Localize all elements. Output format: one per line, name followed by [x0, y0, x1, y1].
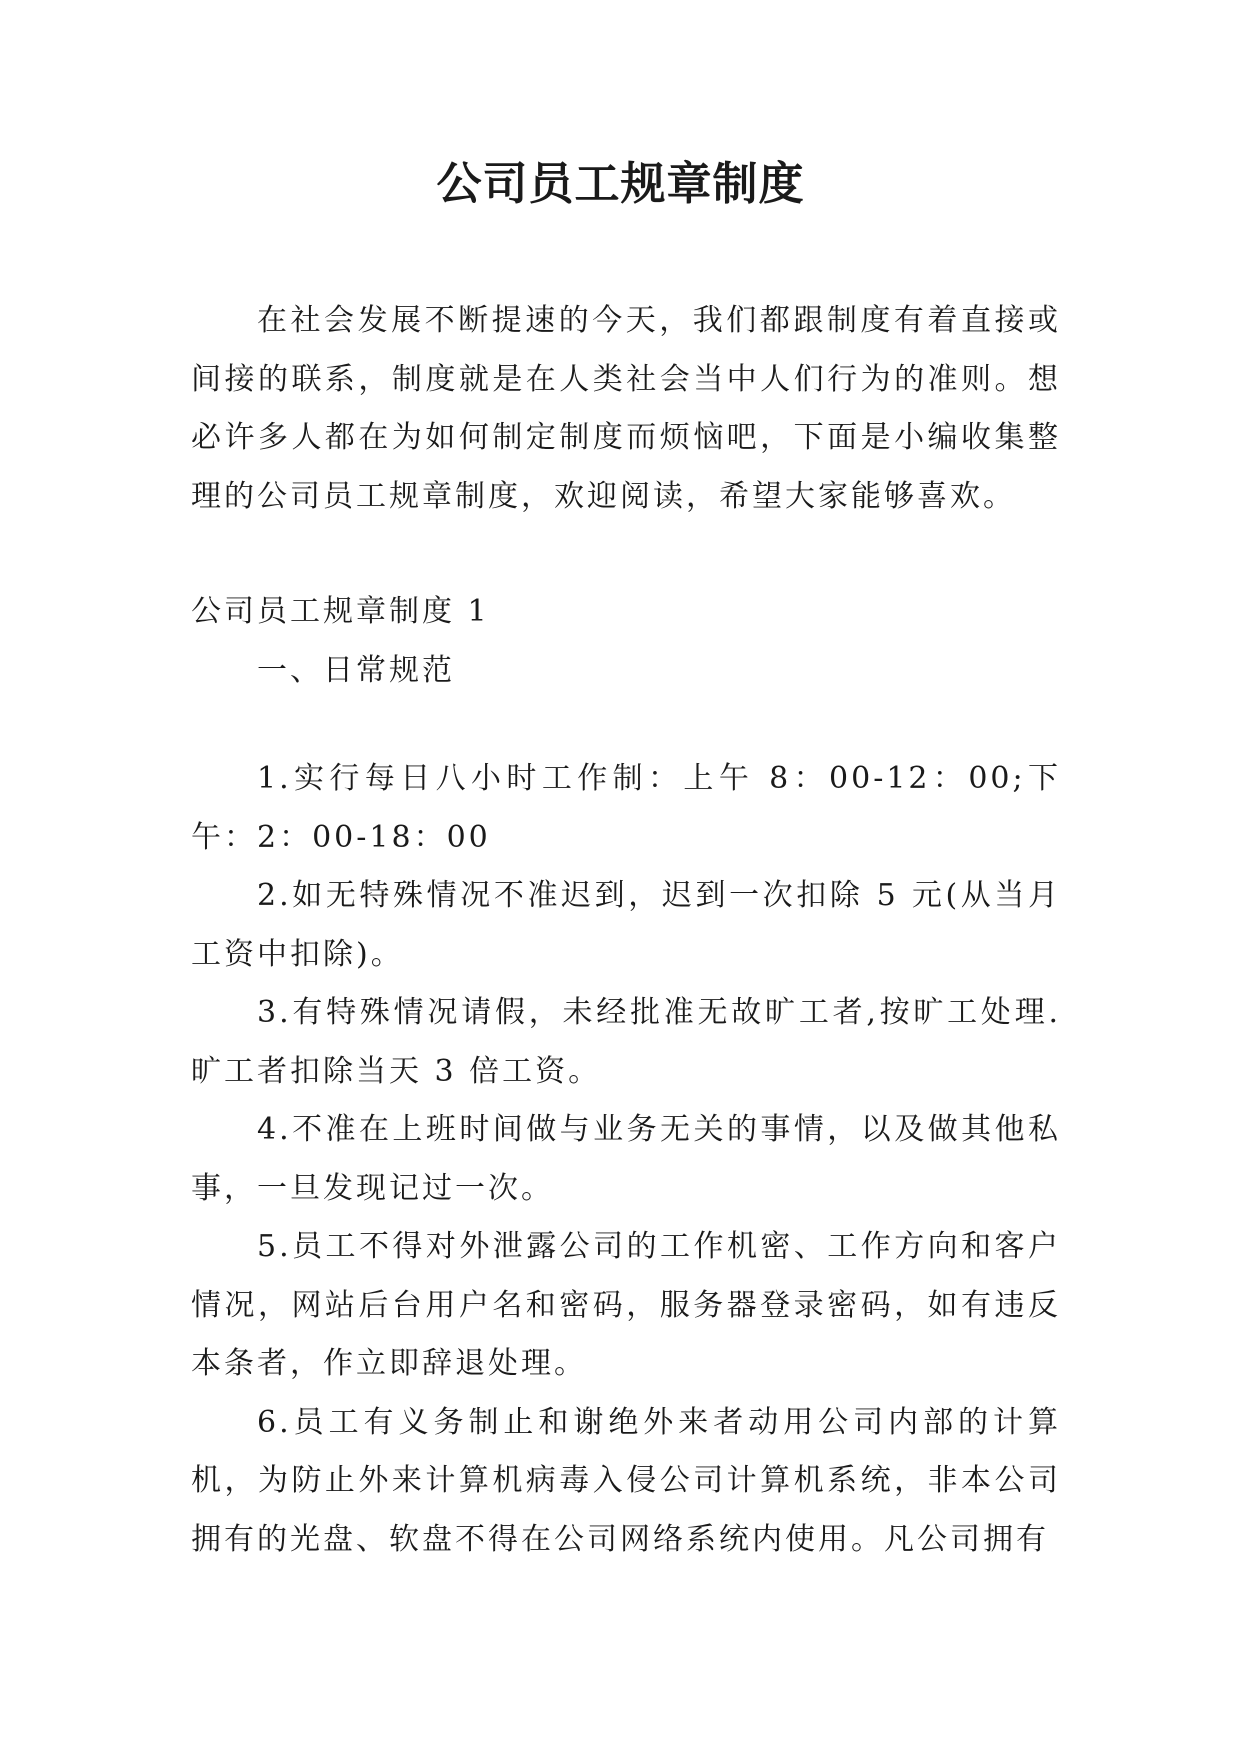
document-title: 公司员工规章制度: [436, 157, 805, 210]
section-title: 公司员工规章制度 1: [191, 594, 490, 629]
rule-item-4: 4.不准在上班时间做与业务无关的事情，以及做其他私事，一旦发现记过一次。: [191, 1112, 1061, 1206]
rule-item-1: 1.实行每日八小时工作制：上午 8：00-12：00;下午：2：00-18：00: [191, 761, 1061, 855]
intro-paragraph: 在社会发展不断提速的今天，我们都跟制度有着直接或间接的联系，制度就是在人类社会当中人们行为的准则。想必许多人都在为如何制定制度而烦恼吧，下面是小编收集整理的公司员工规章制度，欢迎阅读，希望大家能够喜欢。: [191, 303, 1061, 514]
rule-item-6: 6.员工有义务制止和谢绝外来者动用公司内部的计算机，为防止外来计算机病毒入侵公司计算机系统，非本公司拥有的光盘、软盘不得在公司网络系统内使用。凡公司拥有: [191, 1404, 1061, 1557]
rule-item-3: 3.有特殊情况请假，未经批准无故旷工者,按旷工处理.旷工者扣除当天 3 倍工资。: [191, 995, 1061, 1089]
document-body: [191, 292, 1061, 1569]
rule-item-5: 5.员工不得对外泄露公司的工作机密、工作方向和客户情况，网站后台用户名和密码，服务器登录密码，如有违反本条者，作立即辞退处理。: [191, 1229, 1061, 1381]
rule-item-2: 2.如无特殊情况不准迟到，迟到一次扣除 5 元(从当月工资中扣除)。: [191, 878, 1061, 972]
subsection-title: 一、日常规范: [257, 652, 455, 688]
